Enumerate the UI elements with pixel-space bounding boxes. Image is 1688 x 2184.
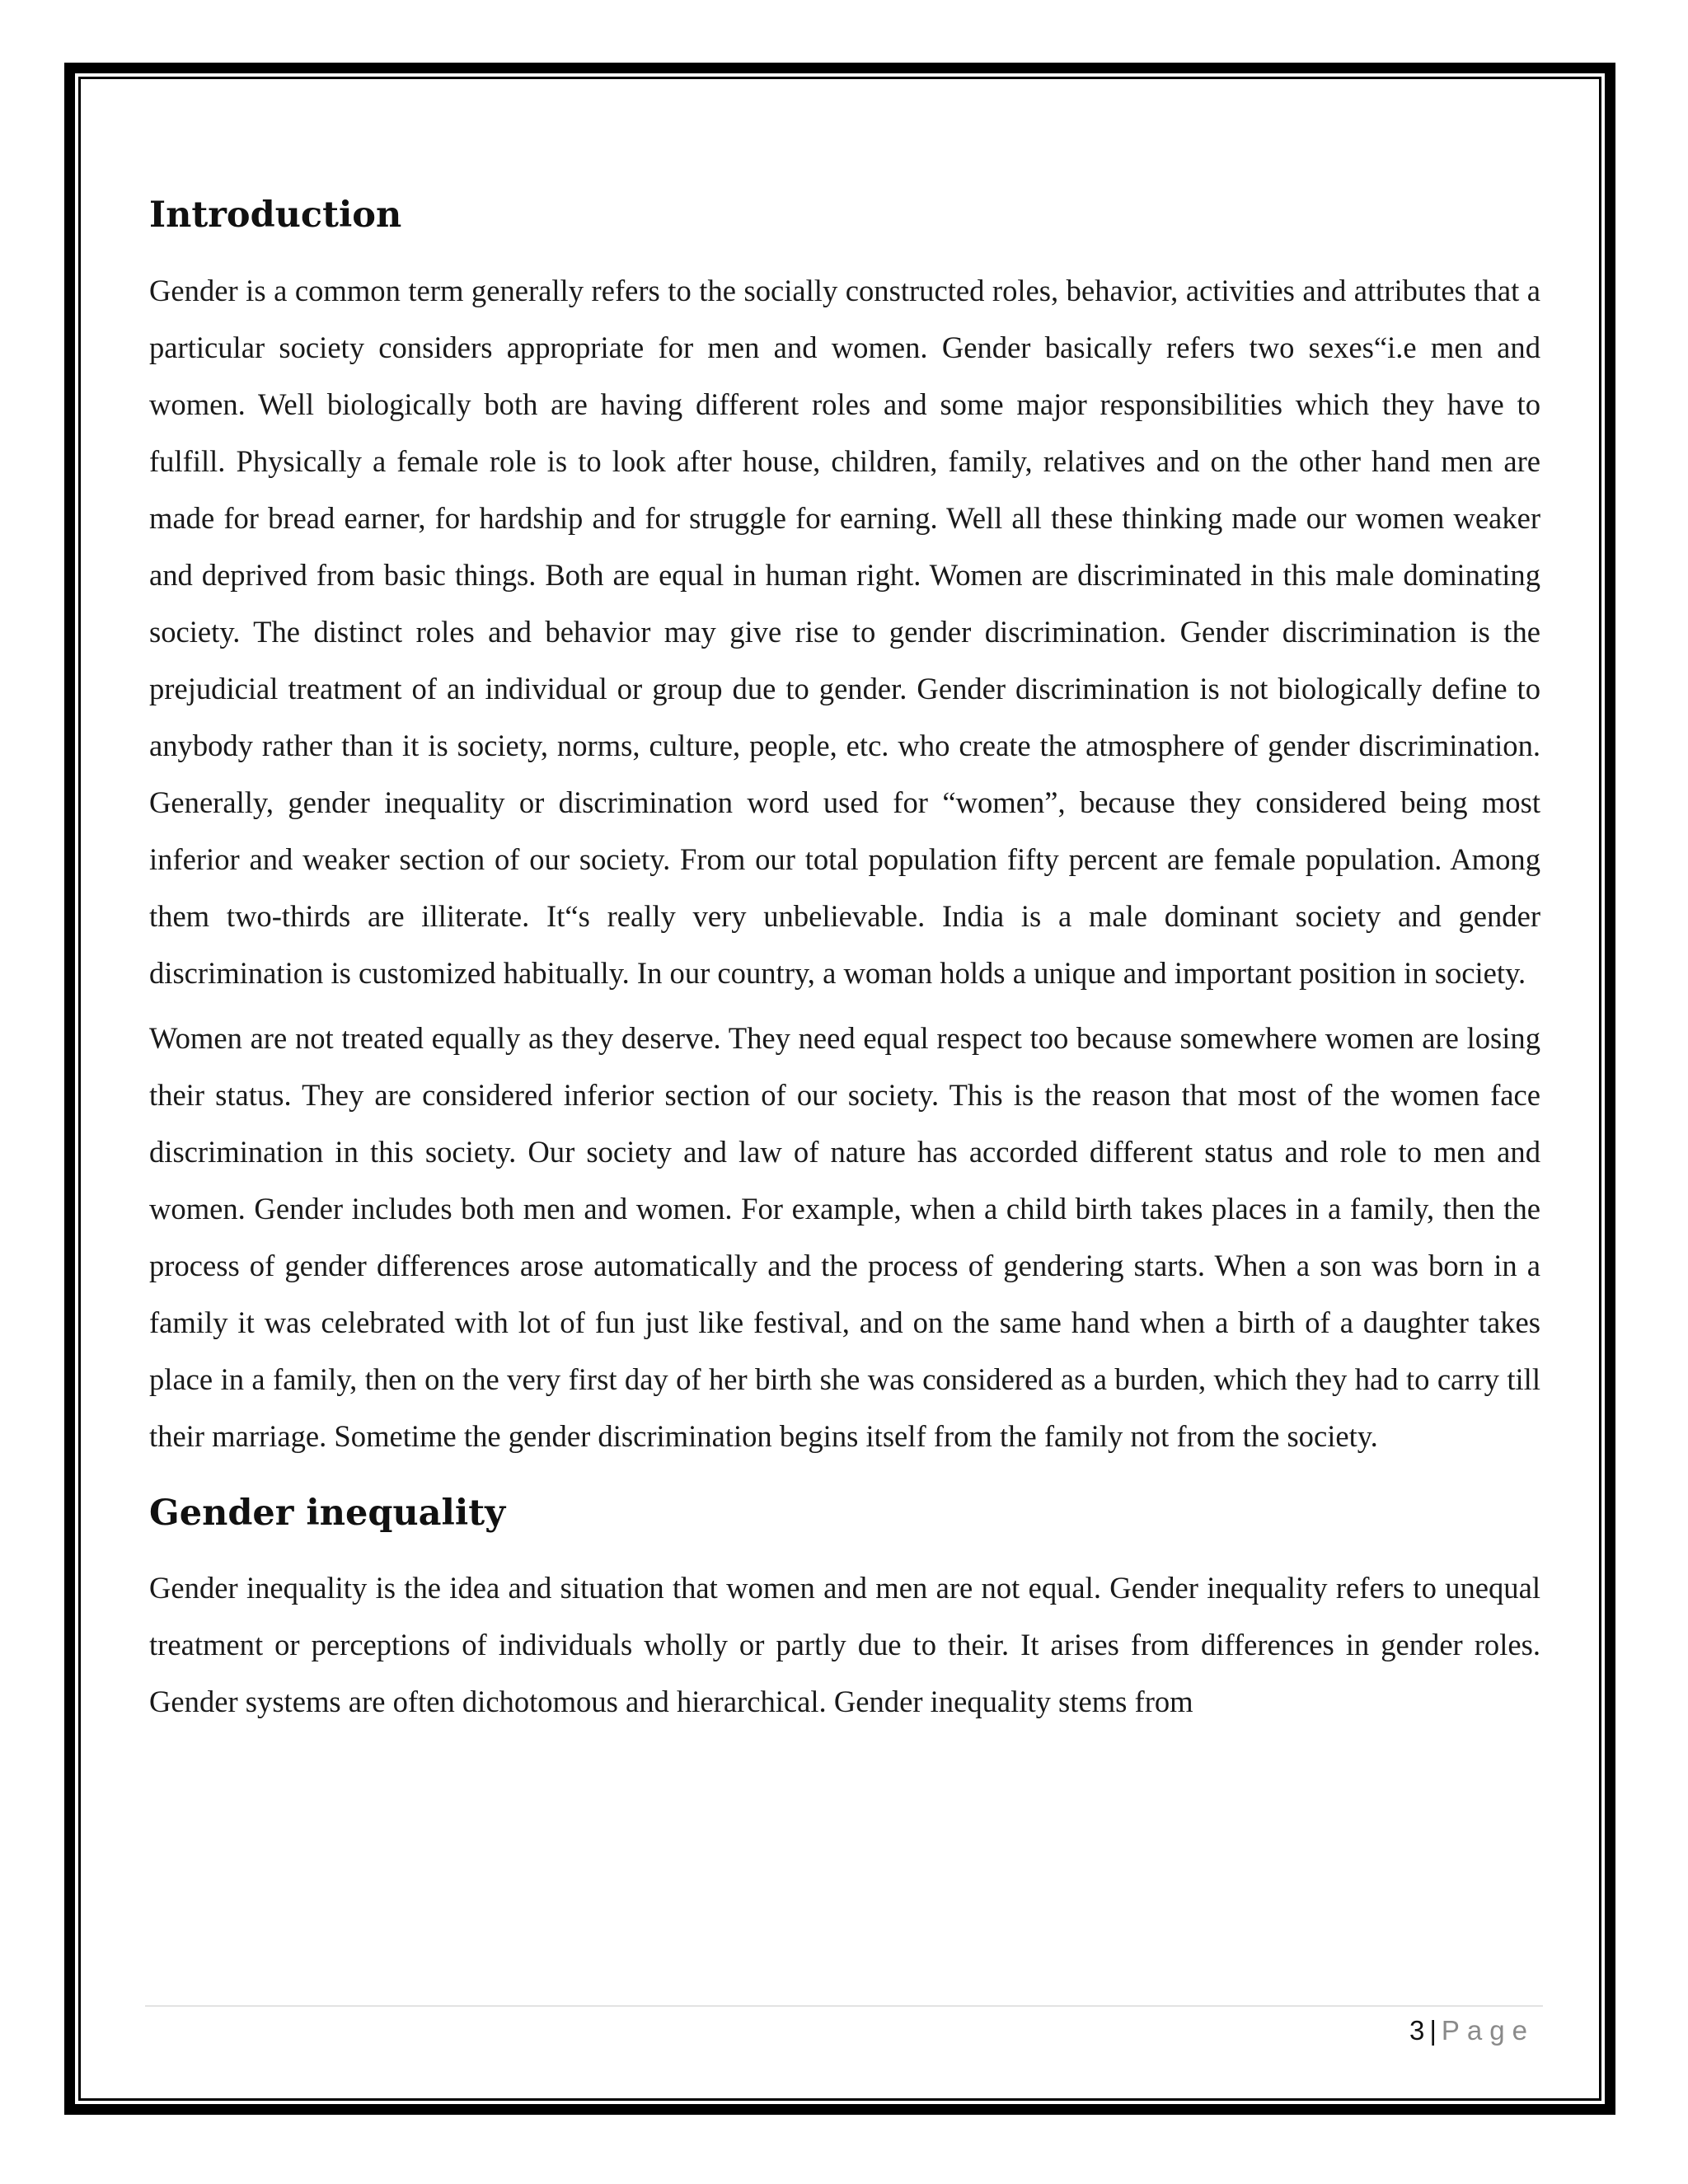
section-heading-introduction: Introduction — [149, 194, 402, 236]
body-paragraph: Women are not treated equally as they deserve. They need equal respect too because somewhere women are losing their status. They are considered inferior section of our society. This is the reason that most of the women face discrimination in this society. Our society and law of nature has accorded different status and role to men and women. Gender includes both men and women. For example, when a child birth takes places in a family, then the process of gender differences arose automatically and the process of gendering starts. When a son was born in a family it was celebrated with lot of fun just like festival, and on the same hand when a birth of a daughter takes place in a family, then on the very first day of her birth she was considered as a burden, which they had to carry till their marriage. Sometime the gender discrimination begins itself from the family not from the society. — [149, 1020, 1540, 1453]
body-paragraph: Gender inequality is the idea and situation that women and men are not equal. Gender inequality refers to unequal treatment or perceptions of individuals wholly or partly due to their. It arises from differences in gender roles. Gender systems are often dichotomous and hierarchical. Gender inequality stems from — [149, 1571, 1540, 1719]
section-heading-gender-inequality: Gender inequality — [149, 1492, 506, 1534]
footer-divider — [145, 2005, 1543, 2007]
footer-separator: | — [1429, 2015, 1437, 2046]
document-body — [149, 194, 1540, 1738]
body-paragraph: Gender is a common term generally refers to the socially constructed roles, behavior, activities and attributes that a particular society considers appropriate for men and women. Gender basically refers two sexes“i.e men and women. Well biologically both are having different roles and some major responsibilities which they have to fulfill. Physically a female role is to look after house, children, family, relatives and on the other hand men are made for bread earner, for hardship and for struggle for earning. Well all these thinking made our women weaker and deprived from basic things. Both are equal in human right. Women are discriminated in this male dominating society. The distinct roles and behavior may give rise to gender discrimination. Gender discrimination is the prejudicial treatment of an individual or group due to gender. Gender discrimination is not biologically define to anybody rather than it is society, norms, culture, people, etc. who create the atmosphere of gender discrimination. Generally, gender inequality or discrimination word used for “women”, because they considered being most inferior and weaker section of our society. From our total population fifty percent are female population. Among them two-thirds are illiterate. It“s really very unbelievable. India is a male dominant society and gender discrimination is customized habitually. In our country, a woman holds a unique and important position in society. — [149, 273, 1540, 990]
page-footer — [1409, 2013, 1535, 2049]
page-number: 3 — [1409, 2015, 1425, 2046]
page-label: Page — [1441, 2015, 1535, 2046]
